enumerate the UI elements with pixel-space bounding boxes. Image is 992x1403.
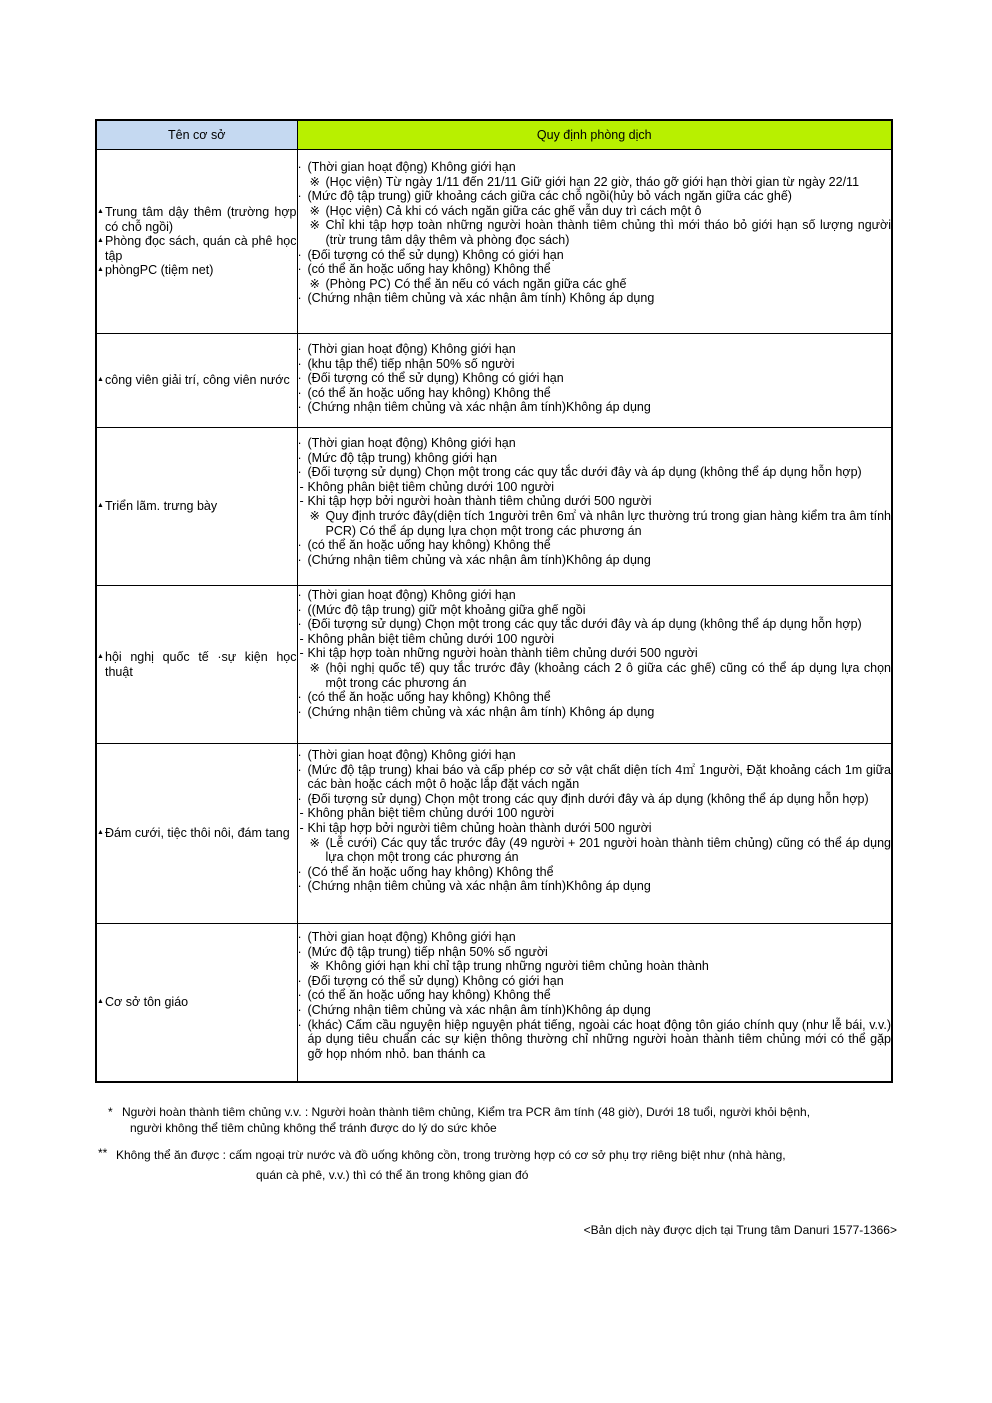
footnotes [98, 1104, 898, 1185]
rule-line [298, 705, 892, 720]
facility-name-text: Phòng đọc sách, quán cà phê học tập [105, 234, 297, 263]
rule-marker: - [299, 494, 304, 509]
rule-line [298, 879, 892, 894]
rule-text: (Chứng nhận tiêm chủng và xác nhận âm tính) Không áp dụng [307, 704, 655, 719]
rule-line [298, 690, 892, 705]
rule-text: (Thời gian hoạt động) Không giới hạn [307, 748, 516, 762]
rule-marker: · [297, 189, 302, 204]
rule-marker: - [299, 479, 304, 494]
rule-line [298, 646, 892, 661]
rule-text: (Thời gian hoạt động) Không giới hạn [307, 342, 516, 356]
rule-line [298, 617, 892, 632]
rule-marker: · [297, 538, 302, 553]
rule-line [298, 291, 892, 306]
rule-marker: · [297, 748, 302, 762]
rule-text: Khi tập hợp bởi người hoàn thành tiêm chủng dưới 500 người [307, 494, 652, 509]
facility-name-item [97, 499, 297, 514]
rule-line [298, 465, 892, 480]
rule-text: (Thời gian hoạt động) Không giới hạn [307, 588, 516, 602]
facility-name-item [97, 263, 297, 278]
rule-line [298, 248, 892, 263]
rule-text: (Phòng PC) Có thể ăn nếu có vách ngăn giữa các ghế [325, 276, 627, 291]
rule-marker: - [299, 631, 304, 646]
bullet-triangle-icon: ▲ [97, 237, 104, 245]
rule-text: (Đối tượng có thể sử dụng) Không có giới hạn [307, 973, 564, 988]
rule-text: Khi tập hợp bởi người tiêm chủng hoàn thành dưới 500 người [307, 820, 652, 835]
rule-marker: ※ [309, 959, 320, 974]
rule-line [298, 945, 892, 960]
rule-marker: · [297, 450, 302, 465]
rule-line [298, 436, 892, 451]
rule-line [298, 277, 892, 292]
rule-marker: ※ [309, 508, 320, 523]
bullet-triangle-icon: ▲ [97, 998, 104, 1005]
rule-text: (Đối tượng có thể sử dụng) Không có giới hạn [307, 371, 564, 386]
facility-name-cell [96, 924, 297, 1082]
rule-text: (Mức độ tập trung) không giới hạn [307, 450, 498, 465]
rule-marker: · [297, 973, 302, 988]
rule-line [298, 386, 892, 401]
footnote-1-line2: người không thể tiêm chủng không thể tránh được do lý do sức khỏe [130, 1121, 497, 1135]
rule-marker: · [297, 1002, 302, 1017]
rule-marker: · [297, 762, 302, 777]
rule-text: (Thời gian hoạt động) Không giới hạn [307, 436, 516, 450]
rule-line [298, 553, 892, 568]
table-row [96, 334, 892, 428]
rule-line [298, 988, 892, 1003]
rule-line [298, 175, 892, 190]
rule-text: Không phân biệt tiêm chủng dưới 100 người [307, 479, 554, 494]
rule-line [298, 204, 892, 219]
rule-text: (Chứng nhận tiêm chủng và xác nhận âm tính) Không áp dụng [307, 291, 655, 306]
footnote-1-mark: * [108, 1105, 113, 1119]
facility-name-cell [96, 150, 297, 334]
rule-marker: · [297, 436, 302, 450]
rule-marker: · [297, 465, 302, 480]
rule-text: (Chứng nhận tiêm chủng và xác nhận âm tính)Không áp dụng [307, 400, 651, 415]
footnote-1-line1: Người hoàn thành tiêm chủng v.v. : Người hoàn thành tiêm chủng, Kiểm tra PCR âm tính (48 giờ), Dưới 18 tuổi, người khỏi bệnh, [122, 1105, 811, 1119]
rule-text: (Mức độ tập trung) giữ khoảng cách giữa các chỗ ngồi(hủy bỏ vách ngăn giữa các ghế) [307, 189, 792, 204]
rule-line [298, 342, 892, 357]
rule-line [298, 661, 892, 690]
rule-marker: · [297, 342, 302, 356]
rule-marker: ※ [309, 218, 320, 233]
rule-line [298, 400, 892, 415]
rule-marker: · [297, 588, 302, 602]
rule-marker: · [297, 385, 302, 400]
rule-marker: · [297, 1017, 302, 1032]
footnote-1 [98, 1104, 898, 1136]
rule-marker: · [297, 262, 302, 277]
bullet-triangle-icon: ▲ [97, 208, 104, 216]
rule-marker: · [297, 160, 302, 174]
prevention-rules-cell [297, 150, 892, 334]
facility-name-item [97, 650, 297, 679]
rule-text: Không phân biệt tiêm chủng dưới 100 người [307, 806, 554, 821]
rule-text: (Thời gian hoạt động) Không giới hạn [307, 930, 516, 944]
rule-marker: · [297, 791, 302, 806]
rule-text: (Chứng nhận tiêm chủng và xác nhận âm tính)Không áp dụng [307, 1002, 651, 1017]
rule-marker: ※ [309, 276, 320, 291]
footnote-2 [98, 1145, 898, 1185]
rule-marker: - [299, 820, 304, 835]
rule-marker: · [297, 602, 302, 617]
rule-text: Quy định trước đây(diện tích 1người trên 6㎡ và nhân lực thường trú trong gian hàng kiểm tra âm tính PCR) Có thể áp dụng lựa chọn một trong các phương án [325, 508, 891, 538]
rule-marker: - [299, 806, 304, 821]
rule-text: Chỉ khi tập hợp toàn những người hoàn thành tiêm chủng thì mới tháo bỏ giới hạn số lượng người (trừ trung tâm dậy thêm và phòng đọc sách) [325, 218, 891, 247]
rule-text: (Chứng nhận tiêm chủng và xác nhận âm tính)Không áp dụng [307, 879, 651, 894]
rule-line [298, 588, 892, 603]
rule-text: (có thể ăn hoặc uống hay không) Không thể [307, 690, 551, 705]
rule-marker: · [297, 617, 302, 632]
rule-line [298, 160, 892, 175]
table-row [96, 586, 892, 744]
facility-name-text: Triển lãm. trưng bày [105, 499, 218, 514]
facility-name-text: công viên giải trí, công viên nước [105, 373, 290, 388]
facility-name-text: phòngPC (tiệm net) [105, 263, 214, 278]
rule-line [298, 836, 892, 865]
facility-name-cell [96, 428, 297, 586]
table-row [96, 744, 892, 924]
prevention-rules-cell [297, 744, 892, 924]
footnote-2-line2: quán cà phê, v.v.) thì có thể ăn trong không gian đó [256, 1168, 529, 1182]
facility-name-cell [96, 744, 297, 924]
rule-text: (hội nghị quốc tế) quy tắc trước đây (khoảng cách 2 ô giữa các ghế) cũng có thể áp dụng lựa chọn một trong các phương án [325, 660, 891, 690]
rule-marker: · [297, 944, 302, 959]
rule-marker: - [299, 646, 304, 661]
rule-line [298, 480, 892, 495]
rule-text: (có thể ăn hoặc uống hay không) Không thể [307, 538, 551, 553]
rule-text: (Mức độ tập trung) khai báo và cấp phép cơ sở vật chất diện tích 4㎡ 1người, Đặt khoảng cách 1m giữa các bàn hoặc cách một ô hoặc lắp đặt vách ngăn [307, 762, 891, 792]
facility-name-text: Đám cưới, tiệc thôi nôi, đám tang [105, 826, 290, 841]
rule-text: Không phân biệt tiêm chủng dưới 100 người [307, 631, 554, 646]
rule-marker: · [297, 879, 302, 894]
prevention-rules-cell [297, 428, 892, 586]
facility-name-item [97, 234, 297, 263]
bullet-triangle-icon: ▲ [97, 653, 104, 660]
header-prevention-rules: Quy định phòng dịch [297, 120, 892, 150]
bullet-triangle-icon: ▲ [97, 266, 104, 274]
facility-name-item [97, 995, 297, 1010]
rule-marker: ※ [309, 203, 320, 218]
facility-name-text: hội nghị quốc tế ·sự kiện học thuật [105, 650, 297, 679]
rule-marker: · [297, 552, 302, 567]
rule-text: (Có thể ăn hoặc uống hay không) Không thể [307, 864, 554, 879]
table-row [96, 428, 892, 586]
rule-line [298, 763, 892, 792]
rule-line [298, 509, 892, 538]
rule-marker: · [297, 356, 302, 371]
rule-line [298, 748, 892, 763]
header-facility-name: Tên cơ sở [96, 120, 297, 150]
rule-marker: · [297, 864, 302, 879]
facility-name-text: Cơ sở tôn giáo [105, 995, 189, 1009]
facility-name-item [97, 373, 297, 388]
rule-line [298, 603, 892, 618]
rule-text: (khác) Cấm cầu nguyện hiệp nguyện phát tiếng, ngoài các hoạt động tôn giáo chính quy (như lễ bái, v.v.) áp dụng tiêu chuẩn các sự kiện thông thường chỉ những người hoàn thành tiêm chủng mới có thể gặp gỡ họp nhóm nhỏ. ban thánh ca [307, 1017, 891, 1061]
rule-text: (Học viện) Cả khi có vách ngăn giữa các ghế vẫn duy trì cách một ô [325, 203, 702, 218]
footnote-2-mark: ** [98, 1146, 108, 1160]
rule-text: (Học viện) Từ ngày 1/11 đến 21/11 Giữ giới hạn 22 giờ, tháo gỡ giới hạn thời gian từ ngày 22/11 [325, 174, 860, 189]
rule-marker: · [297, 988, 302, 1003]
rule-line [298, 821, 892, 836]
translation-credit: <Bản dịch này được dịch tại Trung tâm Danuri 1577-1366> [583, 1223, 897, 1237]
rule-text: (Lễ cưới) Các quy tắc trước đây (49 người + 201 người hoàn thành tiêm chủng) cũng có thể áp dụng lựa chọn một trong các phương án [325, 835, 891, 865]
rule-line [298, 792, 892, 807]
rule-line [298, 371, 892, 386]
bullet-triangle-icon: ▲ [97, 502, 104, 510]
footnote-2-line1: Không thể ăn được : cấm ngoại trừ nước và đồ uống không cồn, trong trường hợp có cơ sở phụ trợ riêng biệt như (nhà hàng, [116, 1148, 786, 1162]
rule-text: Không giới hạn khi chỉ tập trung những người tiêm chủng hoàn thành [325, 959, 709, 974]
rule-line [298, 806, 892, 821]
rule-line [298, 494, 892, 509]
facility-name-cell [96, 586, 297, 744]
rule-marker: · [297, 930, 302, 944]
rule-marker: · [297, 400, 302, 415]
rule-line [298, 959, 892, 974]
rule-marker: · [297, 371, 302, 386]
rule-marker: ※ [309, 660, 320, 675]
rule-text: (Đối tượng có thể sử dụng) Không có giới hạn [307, 247, 564, 262]
facility-name-text: Trung tâm dậy thêm (trường hợp có chỗ ngồi) [105, 205, 297, 234]
bullet-triangle-icon: ▲ [97, 376, 104, 384]
rule-line [298, 1003, 892, 1018]
rule-marker: · [297, 291, 302, 306]
prevention-rules-cell [297, 334, 892, 428]
rule-text: (có thể ăn hoặc uống hay không) Không thể [307, 385, 551, 400]
facility-name-item [97, 205, 297, 234]
rule-line [298, 974, 892, 989]
rule-marker: ※ [309, 174, 320, 189]
rule-line [298, 538, 892, 553]
rule-text: (Đối tượng sử dụng) Chọn một trong các quy định dưới đây và áp dụng (không thể áp dụng hỗn hợp) [307, 791, 869, 806]
regulation-table [95, 119, 893, 1083]
rule-marker: ※ [309, 835, 320, 850]
rule-line [298, 262, 892, 277]
prevention-rules-cell [297, 924, 892, 1082]
rule-text: (có thể ăn hoặc uống hay không) Không thể [307, 262, 551, 277]
table-row [96, 924, 892, 1082]
rule-text: (khu tập thể) tiếp nhận 50% số người [307, 356, 515, 371]
rule-text: Khi tập hợp toàn những người hoàn thành tiêm chủng dưới 500 người [307, 646, 698, 661]
facility-name-item [97, 826, 297, 841]
rule-text: (Đối tượng sử dụng) Chọn một trong các quy tắc dưới đây và áp dụng (không thể áp dụng hỗn hợp) [307, 617, 862, 632]
table-row [96, 150, 892, 334]
rule-text: ((Mức độ tập trung) giữ một khoảng giữa ghế ngồi [307, 602, 586, 617]
rule-text: (Mức độ tập trung) tiếp nhận 50% số người [307, 944, 548, 959]
rule-text: (Thời gian hoạt động) Không giới hạn [307, 160, 516, 174]
rule-line [298, 632, 892, 647]
rule-line [298, 451, 892, 466]
bullet-triangle-icon: ▲ [97, 829, 104, 837]
prevention-rules-cell [297, 586, 892, 744]
rule-line [298, 930, 892, 945]
rule-line [298, 218, 892, 247]
rule-line [298, 189, 892, 204]
rule-marker: · [297, 247, 302, 262]
rule-line [298, 865, 892, 880]
rule-text: (Chứng nhận tiêm chủng và xác nhận âm tính)Không áp dụng [307, 552, 651, 567]
facility-name-cell [96, 334, 297, 428]
rule-line [298, 357, 892, 372]
rule-marker: · [297, 704, 302, 719]
rule-marker: · [297, 690, 302, 705]
rule-text: (Đối tượng sử dụng) Chọn một trong các quy tắc dưới đây và áp dụng (không thể áp dụng hỗn hợp) [307, 465, 862, 480]
table-body [96, 150, 892, 1082]
rule-text: (có thể ăn hoặc uống hay không) Không thể [307, 988, 551, 1003]
table-header-row [96, 120, 892, 150]
rule-line [298, 1018, 892, 1062]
